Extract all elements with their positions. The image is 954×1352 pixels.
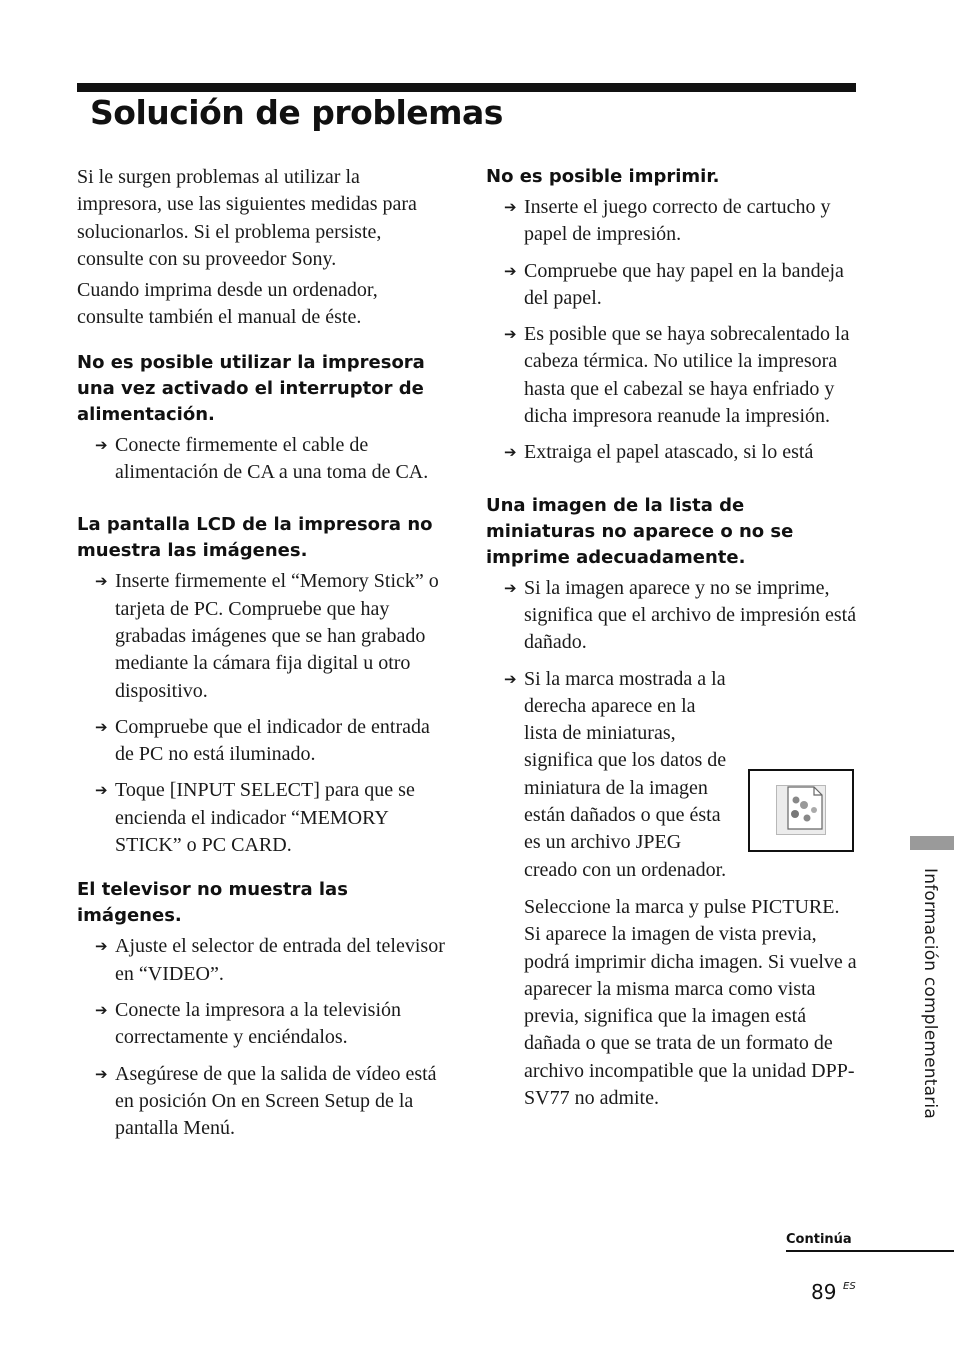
arrow-icon: ➔ <box>504 261 517 280</box>
list-item <box>77 997 449 1052</box>
item-text: Conecte la impresora a la televisión correctamente y enciéndalos. <box>115 998 402 1049</box>
item-text: Toque [INPUT SELECT] para que se encienda el indicador “MEMORY STICK” o PC CARD. <box>115 779 415 857</box>
arrow-icon: ➔ <box>504 578 517 597</box>
list-item <box>77 933 449 988</box>
list-item <box>77 1061 449 1143</box>
arrow-icon: ➔ <box>95 1064 108 1083</box>
list-item <box>486 194 858 249</box>
broken-thumbnail-mark <box>748 769 854 852</box>
section-power <box>77 350 449 487</box>
section-heading: Una imagen de la lista de miniaturas no aparece o no se imprime adecuadamente. <box>486 494 794 568</box>
list-item <box>77 714 449 769</box>
section-tv <box>77 877 449 1142</box>
page-number: 89 <box>811 1280 837 1304</box>
arrow-icon: ➔ <box>95 717 108 736</box>
list-item <box>77 777 449 859</box>
section-heading: El televisor no muestra las imágenes. <box>77 879 348 927</box>
arrow-icon: ➔ <box>504 443 517 462</box>
list-item <box>486 666 731 884</box>
intro-paragraph: Cuando imprima desde un ordenador, consulte también el manual de éste. <box>77 279 378 329</box>
arrow-icon: ➔ <box>95 781 108 800</box>
list-item <box>486 321 858 430</box>
list-item <box>77 432 449 487</box>
followup-paragraph: Seleccione la marca y pulse PICTURE. Si aparece la imagen de vista previa, podrá imprimir dicha imagen. Si vuelve a aparecer la misma marca como vista previa, significa que la imagen está dañada o que se trata de un formato de archivo incompatible que la unidad DPP-SV77 no admite. <box>524 895 857 1110</box>
item-text: Compruebe que hay papel en la bandeja del papel. <box>524 259 844 309</box>
intro-paragraph: Si le surgen problemas al utilizar la impresora, use las siguientes medidas para solucionarlos. Si el problema persiste, consulte con su proveedor Sony. <box>77 166 417 270</box>
list-item <box>486 575 858 657</box>
item-text: Inserte firmemente el “Memory Stick” o tarjeta de PC. Compruebe que hay grabadas imágenes que se han grabado mediante la cámara fija digital u otro dispositivo. <box>115 570 439 702</box>
arrow-icon: ➔ <box>95 1000 108 1019</box>
intro <box>77 164 449 332</box>
section-heading: No es posible utilizar la impresora una vez activado el interruptor de alimentación. <box>77 351 425 425</box>
arrow-icon: ➔ <box>95 435 108 454</box>
section-print <box>486 164 858 467</box>
item-text: Ajuste el selector de entrada del televisor en “VIDEO”. <box>115 935 445 985</box>
left-column <box>77 164 449 1151</box>
item-text: Asegúrese de que la salida de vídeo está en posición On en Screen Setup de la pantalla Menú. <box>115 1062 437 1140</box>
page-title: Solución de problemas <box>90 93 503 132</box>
arrow-icon: ➔ <box>95 937 108 956</box>
broken-image-icon <box>748 769 854 852</box>
section-heading: La pantalla LCD de la impresora no muestra las imágenes. <box>77 514 433 562</box>
item-text: Conecte firmemente el cable de alimentación de CA a una toma de CA. <box>115 433 429 484</box>
list-item <box>486 258 858 313</box>
arrow-icon: ➔ <box>504 198 517 216</box>
item-text: Extraiga el papel atascado, si lo está <box>524 441 814 464</box>
section-lcd <box>77 512 449 859</box>
title-rule <box>77 83 856 92</box>
page-language: ES <box>843 1281 856 1292</box>
item-text: Compruebe que el indicador de entrada de PC no está iluminado. <box>115 715 430 766</box>
list-item <box>486 439 858 466</box>
footer-rule <box>786 1250 954 1252</box>
item-text: Inserte el juego correcto de cartucho y papel de impresión. <box>524 196 831 246</box>
side-section-label: Información complementaria <box>920 868 940 1119</box>
arrow-icon: ➔ <box>504 669 517 688</box>
item-text: Es posible que se haya sobrecalentado la cabeza térmica. No utilice la impresora hasta que el cabezal se haya enfriado y dicha impresora reanude la impresión. <box>524 323 850 428</box>
item-text: Si la marca mostrada a la derecha aparece en la lista de miniaturas, significa que los datos de miniatura de la imagen están dañados o que ésta es un archivo JPEG creado con un ordenador. <box>524 667 727 881</box>
item-text: Si la imagen aparece y no se imprime, significa que el archivo de impresión está dañado. <box>524 576 857 654</box>
list-item <box>77 568 449 704</box>
section-tab-marker <box>910 836 954 850</box>
section-heading: No es posible imprimir. <box>486 166 720 187</box>
right-column <box>486 164 858 1112</box>
continued-label: Continúa <box>786 1232 852 1247</box>
arrow-icon: ➔ <box>95 572 108 591</box>
arrow-icon: ➔ <box>504 325 517 344</box>
